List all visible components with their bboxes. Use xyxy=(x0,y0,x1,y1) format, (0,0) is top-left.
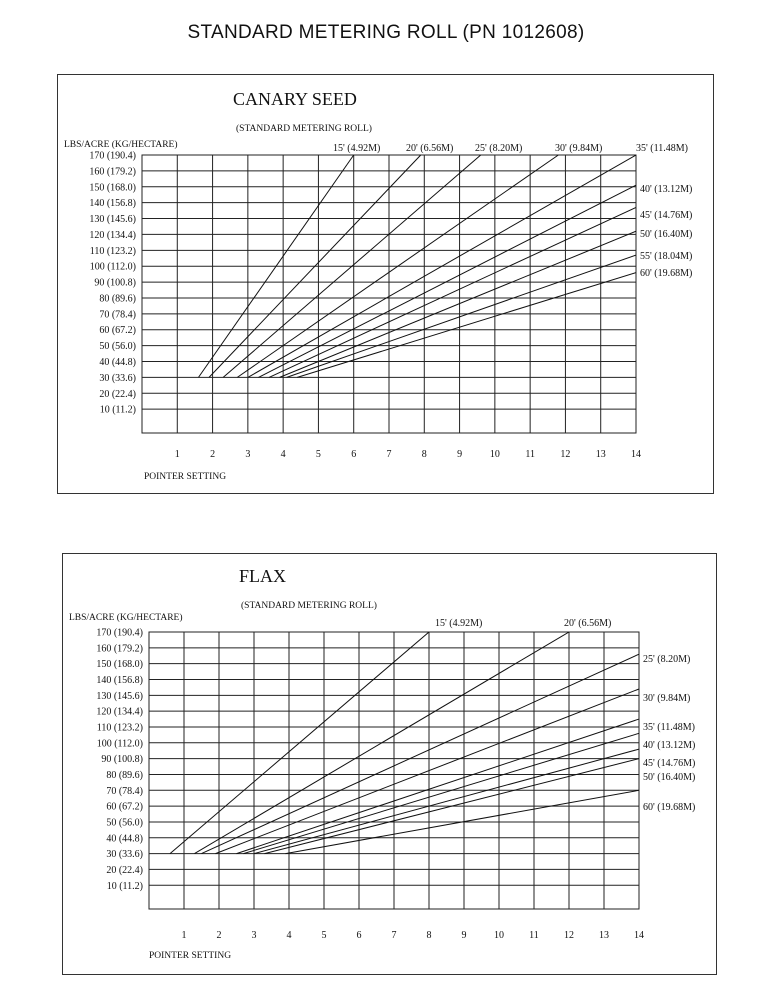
x-tick-label: 11 xyxy=(525,449,535,460)
x-tick-label: 13 xyxy=(599,930,609,941)
x-tick-label: 11 xyxy=(529,930,539,941)
grid xyxy=(149,632,639,909)
series-label: 45' (14.76M) xyxy=(640,210,693,221)
series-line xyxy=(244,733,640,853)
y-tick-label: 130 (145.6) xyxy=(89,214,136,226)
y-tick-label: 80 (89.6) xyxy=(106,769,143,781)
canary-seed-chart-panel xyxy=(57,74,714,494)
y-tick-label: 10 (11.2) xyxy=(99,404,136,416)
series-line xyxy=(287,255,636,377)
series-label: 25' (8.20M) xyxy=(475,143,523,154)
series-line xyxy=(237,719,640,854)
x-tick-label: 3 xyxy=(251,930,257,941)
x-tick-label: 12 xyxy=(560,449,571,460)
x-tick-label: 9 xyxy=(457,449,463,460)
y-tick-label: 100 (112.0) xyxy=(96,738,143,750)
series-label: 20' (6.56M) xyxy=(406,143,454,154)
x-tick-label: 10 xyxy=(494,930,504,941)
y-tick-label: 120 (134.4) xyxy=(89,229,136,241)
y-tick-label: 100 (112.0) xyxy=(89,261,136,273)
x-tick-label: 3 xyxy=(245,449,251,460)
flax-chart xyxy=(63,554,718,976)
page-title: STANDARD METERING ROLL (PN 1012608) xyxy=(187,22,585,43)
x-tick-label: 13 xyxy=(595,449,606,460)
y-tick-label: 110 (123.2) xyxy=(96,722,143,734)
y-tick-label: 40 (44.8) xyxy=(106,833,143,845)
y-tick-label: 150 (168.0) xyxy=(89,182,136,194)
series-line xyxy=(280,231,636,377)
y-axis-label: LBS/ACRE (KG/HECTARE) xyxy=(64,140,178,150)
y-tick-label: 20 (22.4) xyxy=(106,864,143,876)
series-label: 50' (16.40M) xyxy=(640,229,693,240)
chart-title: CANARY SEED xyxy=(233,89,357,109)
y-tick-label: 120 (134.4) xyxy=(96,706,143,718)
series-label: 45' (14.76M) xyxy=(643,758,696,769)
x-tick-label: 10 xyxy=(489,449,500,460)
series-label: 60' (19.68M) xyxy=(643,802,696,813)
y-tick-label: 170 (190.4) xyxy=(89,150,136,162)
series-label: 20' (6.56M) xyxy=(564,618,612,629)
x-tick-label: 1 xyxy=(181,930,187,941)
y-tick-label: 160 (179.2) xyxy=(96,643,143,655)
x-tick-label: 8 xyxy=(421,449,427,460)
y-tick-label: 30 (33.6) xyxy=(106,849,143,861)
y-tick-label: 90 (100.8) xyxy=(94,277,136,289)
x-tick-label: 6 xyxy=(356,930,362,941)
series-line xyxy=(216,689,640,854)
x-tick-label: 14 xyxy=(631,449,641,460)
y-tick-label: 90 (100.8) xyxy=(101,754,143,766)
x-tick-label: 12 xyxy=(564,930,574,941)
series-label: 15' (4.92M) xyxy=(333,143,381,154)
series-label: 30' (9.84M) xyxy=(555,143,603,154)
x-tick-label: 14 xyxy=(634,930,644,941)
y-tick-label: 70 (78.4) xyxy=(106,785,143,797)
y-tick-label: 50 (56.0) xyxy=(99,341,136,353)
series-label: 60' (19.68M) xyxy=(640,268,693,279)
series-label: 35' (11.48M) xyxy=(636,143,688,154)
y-tick-label: 160 (179.2) xyxy=(89,166,136,178)
series-line xyxy=(258,185,636,377)
y-tick-label: 10 (11.2) xyxy=(106,880,143,892)
y-tick-label: 170 (190.4) xyxy=(96,627,143,639)
grid xyxy=(142,155,636,433)
series-label: 55' (18.04M) xyxy=(640,251,693,262)
y-tick-label: 130 (145.6) xyxy=(96,690,143,702)
x-axis-label: POINTER SETTING xyxy=(144,472,227,482)
chart-subtitle: (STANDARD METERING ROLL) xyxy=(241,601,377,611)
series-line xyxy=(202,654,640,853)
y-tick-label: 20 (22.4) xyxy=(99,388,136,400)
y-tick-label: 70 (78.4) xyxy=(99,309,136,321)
x-tick-label: 5 xyxy=(315,449,321,460)
y-tick-label: 150 (168.0) xyxy=(96,659,143,671)
x-axis-label: POINTER SETTING xyxy=(149,951,232,961)
series-label: 40' (13.12M) xyxy=(640,184,693,195)
y-tick-label: 110 (123.2) xyxy=(89,245,136,257)
y-tick-label: 60 (67.2) xyxy=(106,801,143,813)
chart-subtitle: (STANDARD METERING ROLL) xyxy=(236,124,372,134)
series-label: 50' (16.40M) xyxy=(643,772,696,783)
y-tick-label: 80 (89.6) xyxy=(99,293,136,305)
series-label: 30' (9.84M) xyxy=(643,693,691,704)
x-tick-label: 4 xyxy=(280,449,286,460)
y-tick-label: 40 (44.8) xyxy=(99,357,136,369)
series-label: 35' (11.48M) xyxy=(643,722,695,733)
x-tick-label: 8 xyxy=(426,930,432,941)
x-tick-label: 4 xyxy=(286,930,292,941)
x-tick-label: 1 xyxy=(174,449,180,460)
x-tick-label: 9 xyxy=(461,930,467,941)
series-label: 25' (8.20M) xyxy=(643,654,691,665)
flax-chart-panel xyxy=(62,553,717,975)
series-line xyxy=(269,207,636,377)
y-tick-label: 140 (156.8) xyxy=(96,674,143,686)
x-tick-label: 2 xyxy=(210,449,216,460)
y-axis-label: LBS/ACRE (KG/HECTARE) xyxy=(69,613,183,623)
x-tick-label: 7 xyxy=(386,449,392,460)
y-tick-label: 140 (156.8) xyxy=(89,198,136,210)
x-tick-label: 5 xyxy=(321,930,327,941)
y-tick-label: 30 (33.6) xyxy=(99,372,136,384)
y-tick-label: 60 (67.2) xyxy=(99,325,136,337)
series-label: 15' (4.92M) xyxy=(435,618,483,629)
x-tick-label: 2 xyxy=(216,930,222,941)
y-tick-label: 50 (56.0) xyxy=(106,817,143,829)
chart-title: FLAX xyxy=(239,566,287,586)
x-tick-label: 6 xyxy=(351,449,357,460)
x-tick-label: 7 xyxy=(391,930,397,941)
series-label: 40' (13.12M) xyxy=(643,740,696,751)
canary-seed-chart xyxy=(58,75,715,495)
